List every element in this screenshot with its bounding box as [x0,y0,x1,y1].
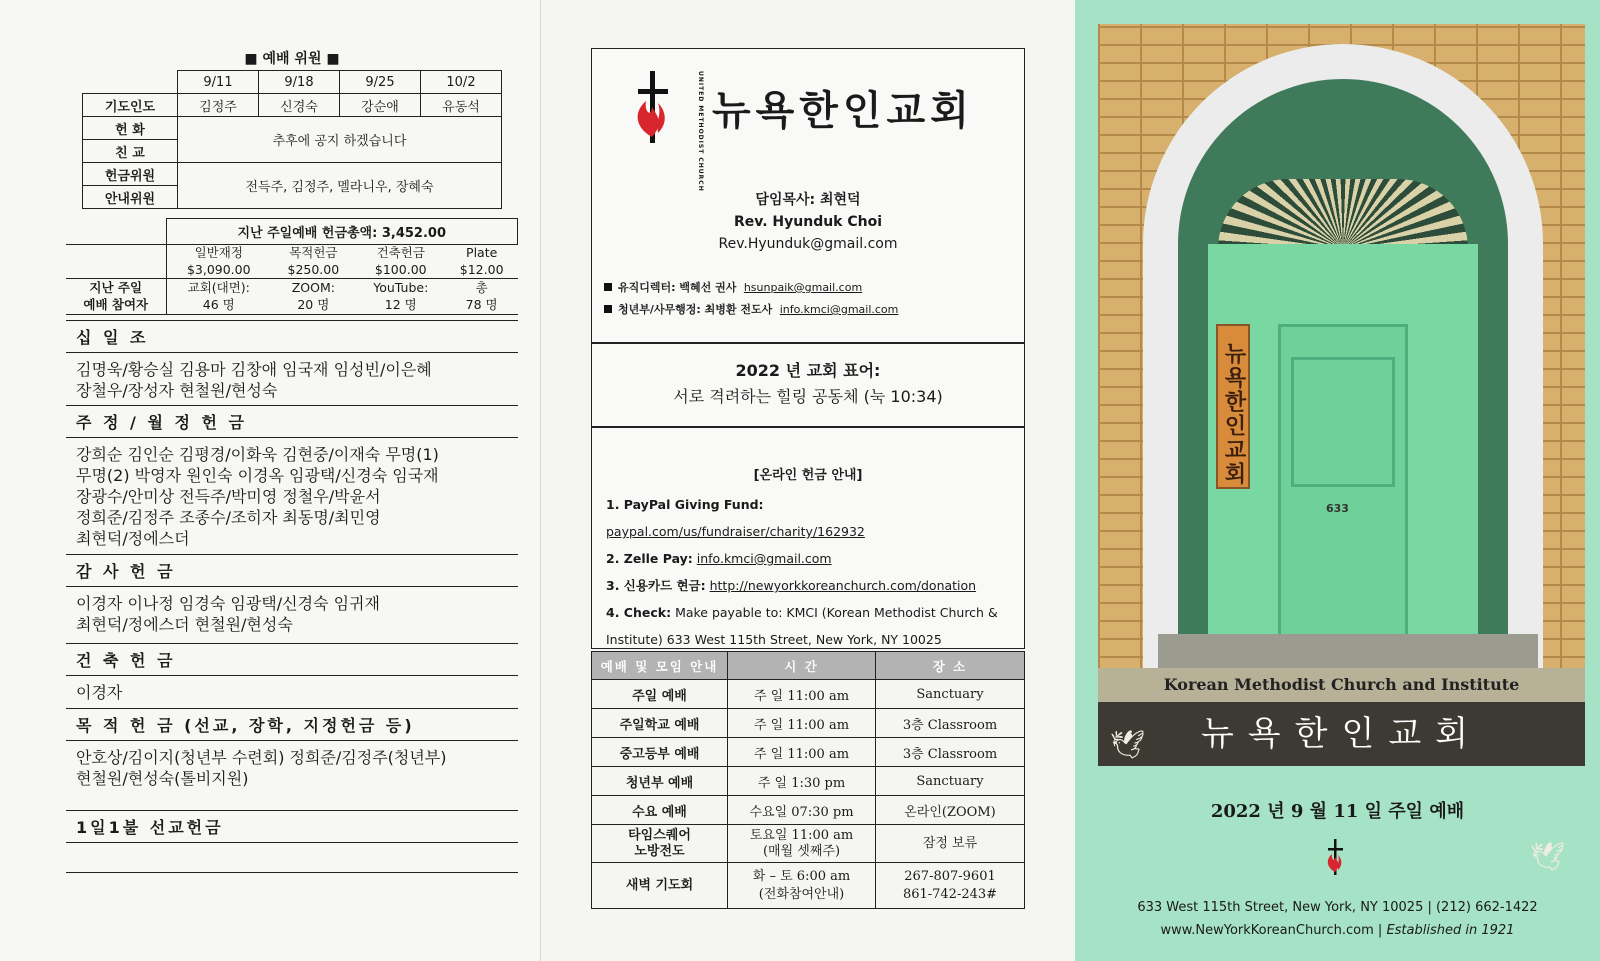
dove-icon: 🕊 [1530,840,1566,873]
list-item: Institute) 633 West 115th Street, New York, NY 10025 [606,632,942,647]
online-giving-title: [온라인 헌금 안내] [753,468,863,483]
prayer-cell: 유동석 [421,94,502,117]
prayer-label: 기도인도 [83,94,178,117]
offering-summary-table [66,218,518,315]
green-door [1278,324,1408,644]
usher-label: 헌금위원 [83,163,178,186]
phone-number: 267-807-9601 [904,868,996,884]
methodist-cross-flame-icon [628,67,688,147]
divider [66,872,518,873]
pastor-name-ko: 담임목사: 최현덕 [755,192,861,208]
online-giving-box [591,427,1025,649]
dove-icon: 🕊 [1110,728,1146,761]
youth-contact: 청년부/사무행정: 최병환 전도사 info.kmci@gmail.com [604,301,898,317]
paypal-link[interactable]: paypal.com/us/fundraiser/charity/162932 [606,524,865,539]
offering-category: 일반재정 $3,090.00 [186,245,251,277]
flower-label: 헌 화 [83,117,178,140]
building-offering-section [66,643,518,707]
list-item: 1. PayPal Giving Fund: paypal.com/us/fundraiser/charity/162932 [606,497,865,539]
website-link[interactable]: www.NewYorkKoreanChurch.com [1160,923,1374,938]
guide-label: 안내위원 [83,186,178,209]
music-director-email[interactable]: hsunpaik@gmail.com [743,281,863,294]
music-director-contact: 유직디렉터: 백혜선 권사 hsunpaik@gmail.com [604,279,862,295]
attendance-label: 지난 주일 예배 참여자 [66,279,166,315]
table-row: 새벽 기도회 화 – 토 6:00 am (전화참여안내) 267-807-9601 861-742-243# [592,863,1025,909]
ushers-names: 전득주, 김정주, 멜라니우, 장혜숙 [178,163,502,209]
cover-banner-korean: 뉴욕한인교회 [1098,702,1585,766]
thanks-offering-section [66,554,518,639]
designated-offering-section [66,708,518,793]
offering-category: Plate $12.00 [459,245,504,277]
cover-photo [1098,24,1585,766]
table-row: 중고등부 예배 주 일 11:00 am 3층 Classroom [592,738,1025,767]
table-row: 주일학교 예배 주 일 11:00 am 3층 Classroom [592,709,1025,738]
website-line: www.NewYorkKoreanChurch.com | Established in 1921 [1160,923,1515,938]
attendance-cell: YouTube: 12 명 [356,279,446,315]
church-info-box [591,48,1025,343]
logo-text: UNITED METHODIST CHURCH [697,71,704,192]
section-title: 십 일 조 [66,320,518,353]
bullet-square-icon [604,283,612,291]
methodist-cross-flame-icon [1323,833,1353,881]
section-body: 안호상/김이지(청년부 수련회) 정희준/김정주(청년부) 현철원/현성숙(톨비지원) [76,748,447,788]
prayer-cell: 강순애 [340,94,421,117]
section-title: 1일1불 선교헌금 [66,810,518,843]
pastor-name-en: Rev. Hyunduk Choi [733,214,883,230]
tbd-notice: 추후에 공지 하겠습니다 [178,117,502,163]
prayer-cell: 김정주 [178,94,259,117]
pastor-info [592,189,1024,255]
section-title: 주 정 / 월 정 헌 금 [66,405,518,438]
service-date: 2022 년 9 월 11 일 주일 예배 [1210,801,1465,822]
worship-roles-table [82,70,502,209]
offering-total: 지난 주일예배 헌금총액: 3,452.00 [166,219,518,245]
section-body: 이경자 이나정 임경숙 임광택/신경숙 임귀재 최현덕/정에스더 현철원/현성숙 [76,594,380,634]
table-row: 타임스퀘어 노방전도 토요일 11:00 am (매월 셋째주) 잠정 보류 [592,825,1025,863]
church-address: 633 West 115th Street, New York, NY 10025 | (212) 662-1422 [1137,900,1538,915]
date-cell: 10/2 [421,71,502,94]
section-title: 건 축 헌 금 [66,643,518,676]
list-item: 2. Zelle Pay: info.kmci@gmail.com [606,551,832,566]
youth-email[interactable]: info.kmci@gmail.com [779,303,899,316]
table-row: 청년부 예배 주 일 1:30 pm Sanctuary [592,767,1025,796]
section-body: 이경자 [76,683,123,702]
pastor-email[interactable]: Rev.Hyunduk@gmail.com [718,236,898,252]
zelle-link[interactable]: info.kmci@gmail.com [696,551,832,566]
door-number: 633 [1326,502,1349,515]
door-step [1158,634,1538,668]
schedule-table [591,651,1025,909]
section-title: 목 적 헌 금 (선교, 장학, 지정헌금 등) [66,708,518,741]
mission-offering-section [66,810,518,843]
bullet-square-icon [604,305,612,313]
schedule-header: 예배 및 모임 안내 [592,652,728,680]
attendance-cell: ZOOM: 20 명 [271,279,356,315]
list-item: 3. 신용카드 현금: http://newyorkkoreanchurch.com/donation [606,578,977,593]
access-code: 861-742-243# [902,886,998,902]
section-body: 김명욱/황승실 김용마 김창애 임국재 임성빈/이은혜 장철우/장성자 현철원/현성숙 [76,360,432,400]
church-name: 뉴욕한인교회 [712,88,974,134]
fanlight-window [1218,179,1468,249]
date-cell: 9/11 [178,71,259,94]
motto-title: 2022 년 교회 표어: [735,361,881,380]
online-giving-list [592,491,1024,653]
fellowship-label: 친 교 [83,140,178,163]
tithe-section [66,320,518,405]
established-year: Established in 1921 [1386,923,1515,938]
table-row: 수요 예배 수요일 07:30 pm 온라인(ZOOM) [592,796,1025,825]
schedule-header: 시 간 [728,652,876,680]
section-title: 감 사 헌 금 [66,554,518,587]
attendance-cell: 총 78 명 [446,279,518,315]
cover-banner-english: Korean Methodist Church and Institute [1098,668,1585,702]
motto-box [591,343,1025,427]
left-panel [0,0,540,961]
section-body: 강희순 김인순 김평경/이화욱 김현중/이재숙 무명(1) 무명(2) 박영자 원인숙 이경옥 임광택/신경숙 임국재 장광수/안미상 전득주/박미영 정철우/박윤서 정희준/김정주 조종수/조히자 최동명/최민영 최현덕/정에스더 [76,445,439,548]
offering-category: 건축헌금 $100.00 [374,245,427,277]
weekly-offering-section [66,405,518,553]
prayer-cell: 신경숙 [259,94,340,117]
table-row: 주일 예배 주 일 11:00 am Sanctuary [592,680,1025,709]
church-sign: 뉴욕한인교회 [1216,324,1250,489]
motto-text: 서로 격려하는 힐링 공동체 (눅 10:34) [673,387,943,406]
donation-link[interactable]: http://newyorkkoreanchurch.com/donation [709,578,977,593]
attendance-cell: 교회(대면): 46 명 [166,279,271,315]
date-cell: 9/25 [340,71,421,94]
date-cell: 9/18 [259,71,340,94]
offering-category: 목적헌금 $250.00 [287,245,340,277]
door-panel [1291,357,1395,487]
list-item: 4. Check: Make payable to: KMCI (Korean Methodist Church & [606,605,998,620]
motto [592,344,1024,410]
schedule-header: 장 소 [876,652,1025,680]
worship-committee-heading: ■ 예배 위원 ■ [244,51,340,67]
